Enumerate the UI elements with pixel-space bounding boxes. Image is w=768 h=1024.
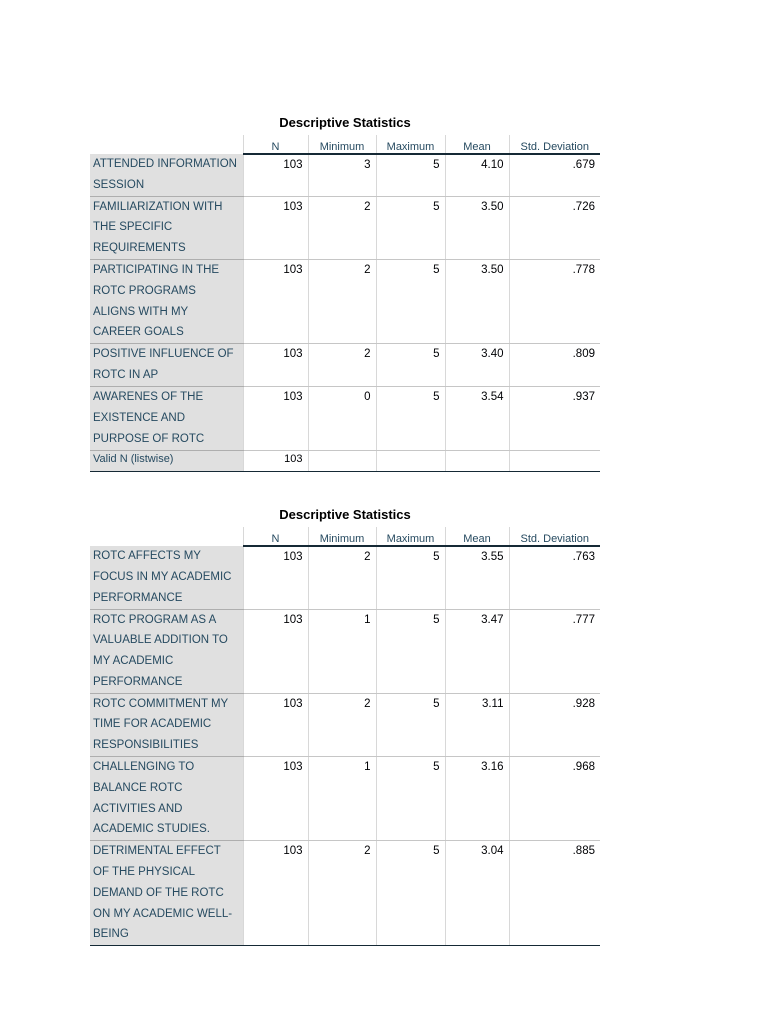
cell-maximum: 5 bbox=[376, 344, 445, 387]
table-row bbox=[90, 757, 600, 841]
row-label: CHALLENGING TO BALANCE ROTC ACTIVITIES AND ACADEMIC STUDIES. bbox=[90, 757, 243, 841]
table-row bbox=[90, 693, 600, 756]
cell-n: 103 bbox=[243, 841, 308, 946]
cell-maximum: 5 bbox=[376, 154, 445, 196]
cell-mean: 3.40 bbox=[445, 344, 509, 387]
cell-minimum: 1 bbox=[308, 609, 376, 693]
row-label: Valid N (listwise) bbox=[90, 450, 243, 471]
cell-mean: 3.54 bbox=[445, 387, 509, 450]
cell-std-deviation bbox=[509, 450, 600, 471]
cell-minimum: 2 bbox=[308, 196, 376, 259]
row-label: ROTC PROGRAM AS A VALUABLE ADDITION TO MY ACADEMIC PERFORMANCE bbox=[90, 609, 243, 693]
cell-std-deviation: .679 bbox=[509, 154, 600, 196]
header-maximum: Maximum bbox=[376, 527, 445, 546]
table-row bbox=[90, 841, 600, 946]
row-label: PARTICIPATING IN THE ROTC PROGRAMS ALIGNS WITH MY CAREER GOALS bbox=[90, 259, 243, 343]
table-row bbox=[90, 609, 600, 693]
cell-maximum: 5 bbox=[376, 259, 445, 343]
cell-n: 103 bbox=[243, 546, 308, 609]
header-std-deviation: Std. Deviation bbox=[509, 135, 600, 154]
cell-minimum: 2 bbox=[308, 546, 376, 609]
header-n: N bbox=[243, 527, 308, 546]
row-label: DETRIMENTAL EFFECT OF THE PHYSICAL DEMAND OF THE ROTC ON MY ACADEMIC WELL-BEING bbox=[90, 841, 243, 946]
cell-std-deviation: .937 bbox=[509, 387, 600, 450]
table-row bbox=[90, 387, 600, 450]
cell-minimum: 1 bbox=[308, 757, 376, 841]
cell-mean: 3.11 bbox=[445, 693, 509, 756]
cell-n: 103 bbox=[243, 196, 308, 259]
stats-table bbox=[90, 527, 600, 946]
cell-std-deviation: .726 bbox=[509, 196, 600, 259]
cell-n: 103 bbox=[243, 693, 308, 756]
cell-std-deviation: .809 bbox=[509, 344, 600, 387]
row-label: ROTC AFFECTS MY FOCUS IN MY ACADEMIC PERFORMANCE bbox=[90, 546, 243, 609]
cell-minimum: 2 bbox=[308, 693, 376, 756]
cell-minimum: 2 bbox=[308, 344, 376, 387]
cell-mean: 3.55 bbox=[445, 546, 509, 609]
cell-mean: 3.04 bbox=[445, 841, 509, 946]
header-n: N bbox=[243, 135, 308, 154]
cell-maximum: 5 bbox=[376, 841, 445, 946]
cell-n: 103 bbox=[243, 609, 308, 693]
cell-mean: 3.50 bbox=[445, 196, 509, 259]
table-row bbox=[90, 259, 600, 343]
cell-n: 103 bbox=[243, 387, 308, 450]
corner-cell bbox=[90, 135, 243, 154]
cell-maximum: 5 bbox=[376, 196, 445, 259]
table-row-valid-n bbox=[90, 450, 600, 471]
cell-maximum: 5 bbox=[376, 693, 445, 756]
table-row bbox=[90, 196, 600, 259]
row-label: ROTC COMMITMENT MY TIME FOR ACADEMIC RESPONSIBILITIES bbox=[90, 693, 243, 756]
cell-minimum: 2 bbox=[308, 259, 376, 343]
cell-n: 103 bbox=[243, 259, 308, 343]
header-mean: Mean bbox=[445, 527, 509, 546]
cell-std-deviation: .763 bbox=[509, 546, 600, 609]
table-row bbox=[90, 546, 600, 609]
cell-std-deviation: .928 bbox=[509, 693, 600, 756]
header-std-deviation: Std. Deviation bbox=[509, 527, 600, 546]
cell-n: 103 bbox=[243, 757, 308, 841]
cell-std-deviation: .885 bbox=[509, 841, 600, 946]
cell-mean: 3.16 bbox=[445, 757, 509, 841]
cell-maximum: 5 bbox=[376, 387, 445, 450]
cell-minimum: 2 bbox=[308, 841, 376, 946]
cell-minimum: 0 bbox=[308, 387, 376, 450]
cell-minimum bbox=[308, 450, 376, 471]
row-label: ATTENDED INFORMATION SESSION bbox=[90, 154, 243, 196]
cell-n: 103 bbox=[243, 450, 308, 471]
header-maximum: Maximum bbox=[376, 135, 445, 154]
cell-mean: 3.50 bbox=[445, 259, 509, 343]
cell-maximum: 5 bbox=[376, 757, 445, 841]
cell-maximum: 5 bbox=[376, 609, 445, 693]
corner-cell bbox=[90, 527, 243, 546]
cell-minimum: 3 bbox=[308, 154, 376, 196]
row-label: FAMILIARIZATION WITH THE SPECIFIC REQUIREMENTS bbox=[90, 196, 243, 259]
cell-maximum bbox=[376, 450, 445, 471]
header-mean: Mean bbox=[445, 135, 509, 154]
table-title: Descriptive Statistics bbox=[279, 507, 411, 522]
cell-maximum: 5 bbox=[376, 546, 445, 609]
table-title: Descriptive Statistics bbox=[279, 115, 411, 130]
header-minimum: Minimum bbox=[308, 135, 376, 154]
cell-std-deviation: .968 bbox=[509, 757, 600, 841]
cell-std-deviation: .777 bbox=[509, 609, 600, 693]
cell-mean: 4.10 bbox=[445, 154, 509, 196]
cell-mean bbox=[445, 450, 509, 471]
row-label: AWARENES OF THE EXISTENCE AND PURPOSE OF ROTC bbox=[90, 387, 243, 450]
header-minimum: Minimum bbox=[308, 527, 376, 546]
row-label: POSITIVE INFLUENCE OF ROTC IN AP bbox=[90, 344, 243, 387]
cell-n: 103 bbox=[243, 344, 308, 387]
cell-n: 103 bbox=[243, 154, 308, 196]
cell-std-deviation: .778 bbox=[509, 259, 600, 343]
cell-mean: 3.47 bbox=[445, 609, 509, 693]
table-row bbox=[90, 344, 600, 387]
stats-table bbox=[90, 135, 600, 472]
table-row bbox=[90, 154, 600, 196]
